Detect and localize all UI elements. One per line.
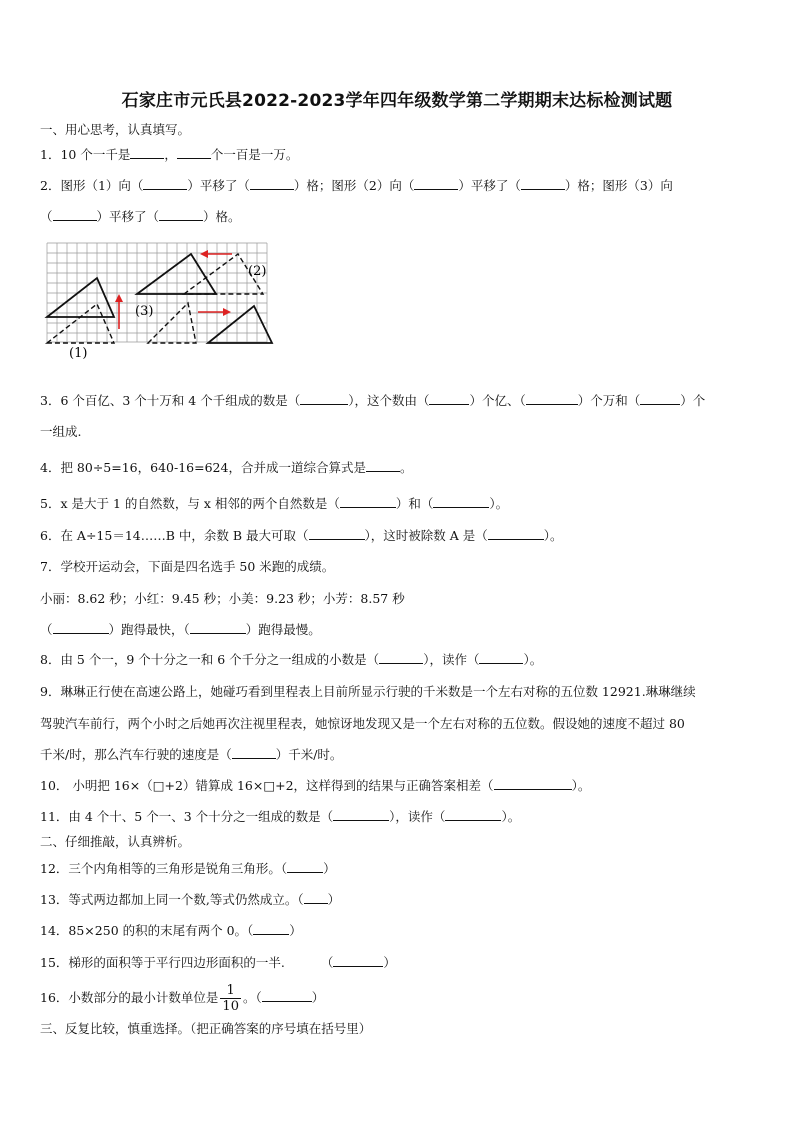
question-2-line-1: 2．图形（1）向（ ）平移了（ ）格；图形（2）向（ ）平移了（ ）格；图形（3）向 bbox=[40, 178, 673, 193]
question-16: 16．小数部分的最小计数单位是 $\frac{1}{10}$ 。（ ） bbox=[40, 983, 325, 1014]
answer-blank[interactable] bbox=[190, 621, 246, 634]
question-2-line-2: （ ）平移了（ ）格。 bbox=[40, 209, 241, 224]
figure-label-3: (3) bbox=[135, 304, 154, 319]
question-7-line-3: （ ）跑得最快，（ ）跑得最慢。 bbox=[40, 622, 321, 637]
fraction-one-tenth: $\frac{1}{10}$ bbox=[222, 983, 239, 1014]
answer-blank[interactable] bbox=[304, 891, 328, 904]
answer-blank[interactable] bbox=[494, 777, 572, 790]
answer-blank[interactable] bbox=[300, 392, 348, 405]
answer-blank[interactable] bbox=[130, 146, 164, 159]
answer-blank[interactable] bbox=[488, 527, 544, 540]
answer-blank[interactable] bbox=[445, 808, 501, 821]
answer-blank[interactable] bbox=[309, 527, 365, 540]
answer-blank[interactable] bbox=[433, 495, 489, 508]
figure-label-2: (2) bbox=[248, 264, 267, 279]
question-6: 6．在 A÷15＝14……B 中，余数 B 最大可取（ ），这时被除数 A 是（ ）。 bbox=[40, 528, 563, 543]
answer-blank[interactable] bbox=[366, 459, 400, 472]
answer-blank[interactable] bbox=[429, 392, 469, 405]
question-8: 8．由 5 个一，9 个十分之一和 6 个千分之一组成的小数是（ ），读作（ ）。 bbox=[40, 652, 543, 667]
answer-blank[interactable] bbox=[262, 989, 312, 1002]
answer-blank[interactable] bbox=[526, 392, 578, 405]
translation-grid-figure bbox=[44, 242, 274, 364]
answer-blank[interactable] bbox=[159, 208, 203, 221]
answer-blank[interactable] bbox=[333, 954, 383, 967]
question-4: 4．把 80÷5=16，640-16=624，合并成一道综合算式是 。 bbox=[40, 460, 413, 475]
answer-blank[interactable] bbox=[640, 392, 680, 405]
answer-blank[interactable] bbox=[177, 146, 211, 159]
triangle-2-solid bbox=[137, 254, 216, 294]
section-heading-2: 二、仔细推敲，认真辨析。 bbox=[40, 834, 191, 849]
answer-blank[interactable] bbox=[53, 208, 97, 221]
question-7-line-2: 小丽：8.62 秒；小红：9.45 秒；小美：9.23 秒；小芳：8.57 秒 bbox=[40, 591, 405, 606]
page-title: 石家庄市元氏县2022-2023学年四年级数学第二学期期末达标检测试题 bbox=[121, 91, 673, 111]
question-9-line-3: 千米/时，那么汽车行驶的速度是（ ）千米/时。 bbox=[40, 747, 343, 762]
figure-label-1: (1) bbox=[69, 346, 88, 361]
question-10: 10． 小明把 16×（□+2）错算成 16×□+2，这样得到的结果与正确答案相差（ ）。 bbox=[40, 778, 591, 793]
answer-blank[interactable] bbox=[250, 177, 294, 190]
question-1: 1．10 个一千是 ， 个一百是一万。 bbox=[40, 147, 299, 162]
question-7-line-1: 7．学校开运动会，下面是四名选手 50 米跑的成绩。 bbox=[40, 559, 335, 574]
question-14: 14．85×250 的积的末尾有两个 0。（ ） bbox=[40, 923, 302, 938]
answer-blank[interactable] bbox=[333, 808, 389, 821]
section-heading-1: 一、用心思考，认真填写。 bbox=[40, 122, 191, 137]
left-arrow-head bbox=[200, 250, 208, 258]
question-12: 12．三个内角相等的三角形是锐角三角形。（ ） bbox=[40, 861, 336, 876]
question-5: 5．x 是大于 1 的自然数，与 x 相邻的两个自然数是（ ）和（ ）。 bbox=[40, 496, 509, 511]
answer-blank[interactable] bbox=[379, 651, 423, 664]
answer-blank[interactable] bbox=[53, 621, 109, 634]
question-3-line-2: 一组成. bbox=[40, 424, 82, 439]
answer-blank[interactable] bbox=[414, 177, 458, 190]
section-heading-3: 三、反复比较，慎重选择。（把正确答案的序号填在括号里） bbox=[40, 1021, 372, 1036]
answer-blank[interactable] bbox=[340, 495, 396, 508]
question-9-line-2: 驾驶汽车前行，两个小时之后她再次注视里程表，她惊讶地发现又是一个左右对称的五位数。假设她的速度不超过 80 bbox=[40, 716, 685, 731]
grid-lines bbox=[47, 243, 267, 342]
up-arrow-head bbox=[115, 294, 123, 302]
answer-blank[interactable] bbox=[479, 651, 523, 664]
answer-blank[interactable] bbox=[143, 177, 187, 190]
question-13: 13．等式两边都加上同一个数,等式仍然成立。（ ） bbox=[40, 892, 341, 907]
question-3-line-1: 3．6 个百亿、3 个十万和 4 个千组成的数是（ ），这个数由（ ）个亿、（ ）个万和（ ）个 bbox=[40, 393, 706, 408]
answer-blank[interactable] bbox=[253, 922, 289, 935]
answer-blank[interactable] bbox=[232, 746, 276, 759]
question-11: 11．由 4 个十、5 个一、3 个十分之一组成的数是（ ），读作（ ）。 bbox=[40, 809, 521, 824]
question-9-line-1: 9．琳琳正行使在高速公路上，她碰巧看到里程表上目前所显示行驶的千米数是一个左右对称的五位数 12921.琳琳继续 bbox=[40, 684, 696, 699]
question-15: 15．梯形的面积等于平行四边形面积的一半. （ ） bbox=[40, 955, 396, 970]
answer-blank[interactable] bbox=[287, 860, 323, 873]
answer-blank[interactable] bbox=[521, 177, 565, 190]
